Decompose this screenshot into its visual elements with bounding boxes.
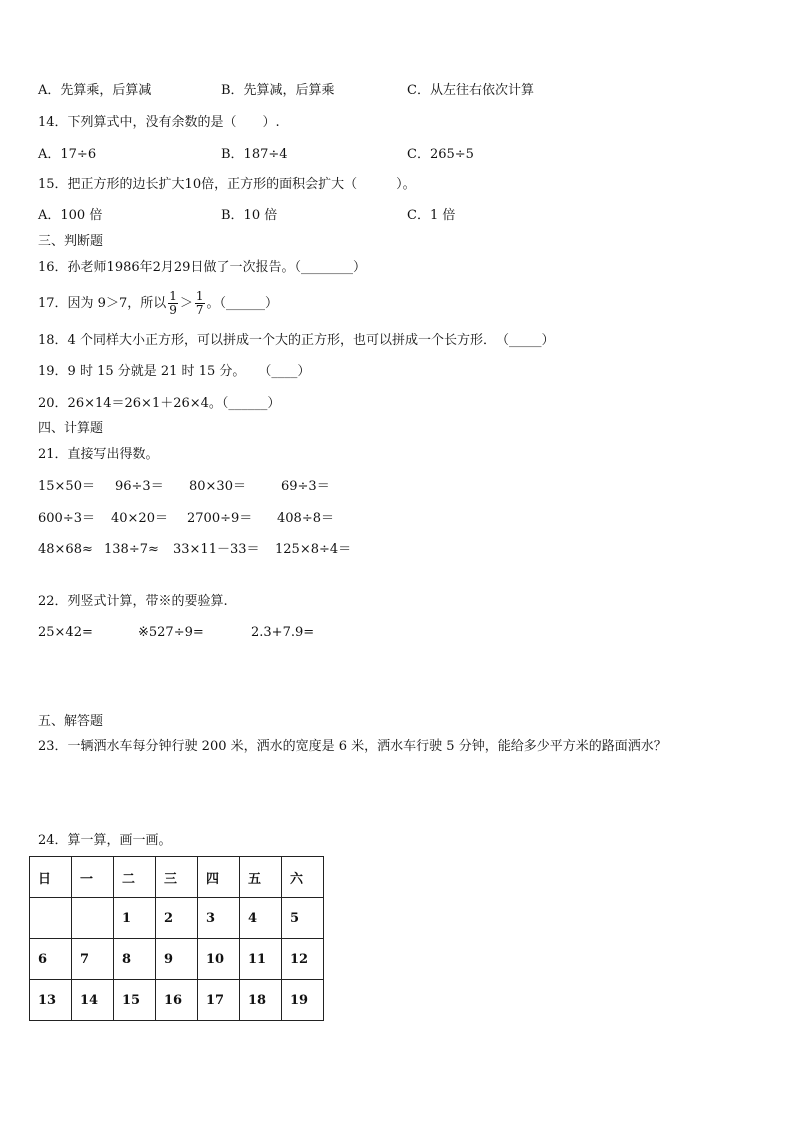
q21-item: 125×8÷4＝ [275,542,352,557]
q13-option-c: C．从左往右依次计算 [407,83,534,98]
calendar-cell: 2 [156,898,198,939]
q21-item: 69÷3＝ [281,479,330,494]
calendar-header-row [30,857,324,898]
q21-item: 33×11－33＝ [173,542,260,557]
calendar-cell: 9 [156,939,198,980]
calendar-cell: 7 [72,939,114,980]
q14-option-b: B．187÷4 [221,147,288,162]
q17-prefix: 17．因为 9＞7，所以 [38,296,167,311]
q15-option-a: A．100 倍 [38,208,103,223]
q17 [38,288,278,320]
q17-suffix: 。（______） [206,296,279,311]
q15-option-b: B．10 倍 [221,208,278,223]
calendar-header-cell: 六 [282,857,324,898]
q24-stem: 24．算一算，画一画。 [38,833,172,848]
calendar-cell: 16 [156,980,198,1021]
q21-item: 80×30＝ [189,479,246,494]
q16: 16．孙老师1986年2月29日做了一次报告。（________） [38,260,366,275]
calendar-cell: 1 [114,898,156,939]
q17-fraction-1-denominator: 9 [169,303,177,317]
calendar-header-cell: 三 [156,857,198,898]
calendar-header-cell: 四 [198,857,240,898]
q21-item: 40×20＝ [111,511,168,526]
calendar-cell: 10 [198,939,240,980]
q17-fraction-1-numerator: 1 [169,289,177,303]
q22-item: 25×42= [38,625,93,640]
q15-stem: 15．把正方形的边长扩大10倍，正方形的面积会扩大（ ）。 [38,177,416,192]
q14-option-a: A．17÷6 [38,147,97,162]
calendar-cell: 6 [30,939,72,980]
q22-item: 2.3+7.9= [251,625,315,640]
q21-item: 2700÷9＝ [187,511,253,526]
q21-item: 138÷7≈ [104,542,159,557]
calendar-row [30,898,324,939]
calendar-cell: 19 [282,980,324,1021]
section-3-heading: 三、判断题 [38,234,104,249]
calendar-header-cell: 一 [72,857,114,898]
q21-item: 408÷8＝ [277,511,334,526]
calendar-header-cell: 二 [114,857,156,898]
q17-fraction-1 [168,290,178,317]
calendar-cell: 17 [198,980,240,1021]
q22-item: ※527÷9= [138,625,204,640]
q22-stem: 22．列竖式计算，带※的要验算. [38,594,228,609]
calendar-table [29,856,324,1021]
q20: 20．26×14＝26×1＋26×4。（______） [38,396,281,411]
q21-item: 600÷3＝ [38,511,95,526]
calendar-row [30,939,324,980]
calendar-cell: 8 [114,939,156,980]
calendar-cell: 18 [240,980,282,1021]
q21-stem: 21．直接写出得数。 [38,447,159,462]
section-5-heading: 五、解答题 [38,714,104,729]
q13-option-b: B．先算减，后算乘 [221,83,335,98]
q21-item: 48×68≈ [38,542,93,557]
q17-fraction-2-denominator: 7 [195,303,204,317]
q18: 18．4 个同样大小正方形，可以拼成一个大的正方形，也可以拼成一个长方形． （_____） [38,333,555,348]
calendar-cell: 11 [240,939,282,980]
calendar-cell [72,898,114,939]
calendar-cell: 5 [282,898,324,939]
calendar-cell [30,898,72,939]
calendar-header-cell: 五 [240,857,282,898]
calendar-cell: 3 [198,898,240,939]
q13-option-a: A．先算乘，后算减 [38,83,152,98]
calendar-header-cell: 日 [30,857,72,898]
calendar-cell: 12 [282,939,324,980]
q23: 23．一辆洒水车每分钟行驶 200 米，洒水的宽度是 6 米，洒水车行驶 5 分钟，能给多少平方米的路面洒水？ [38,739,667,754]
section-4-heading: 四、计算题 [38,421,104,436]
calendar-row [30,980,324,1021]
q14-option-c: C．265÷5 [407,147,474,162]
q21-item: 96÷3＝ [115,479,164,494]
calendar-cell: 15 [114,980,156,1021]
q14-stem: 14．下列算式中，没有余数的是（ ）. [38,115,280,130]
q17-fraction-2-numerator: 1 [195,289,204,303]
q15-option-c: C．1 倍 [407,208,456,223]
calendar-cell: 13 [30,980,72,1021]
calendar-cell: 14 [72,980,114,1021]
q21-item: 15×50＝ [38,479,95,494]
q17-fraction-2 [195,290,205,317]
q17-greater-than: ＞ [179,296,193,311]
calendar-cell: 4 [240,898,282,939]
q19: 19．9 时 15 分就是 21 时 15 分。 （____） [38,364,311,379]
